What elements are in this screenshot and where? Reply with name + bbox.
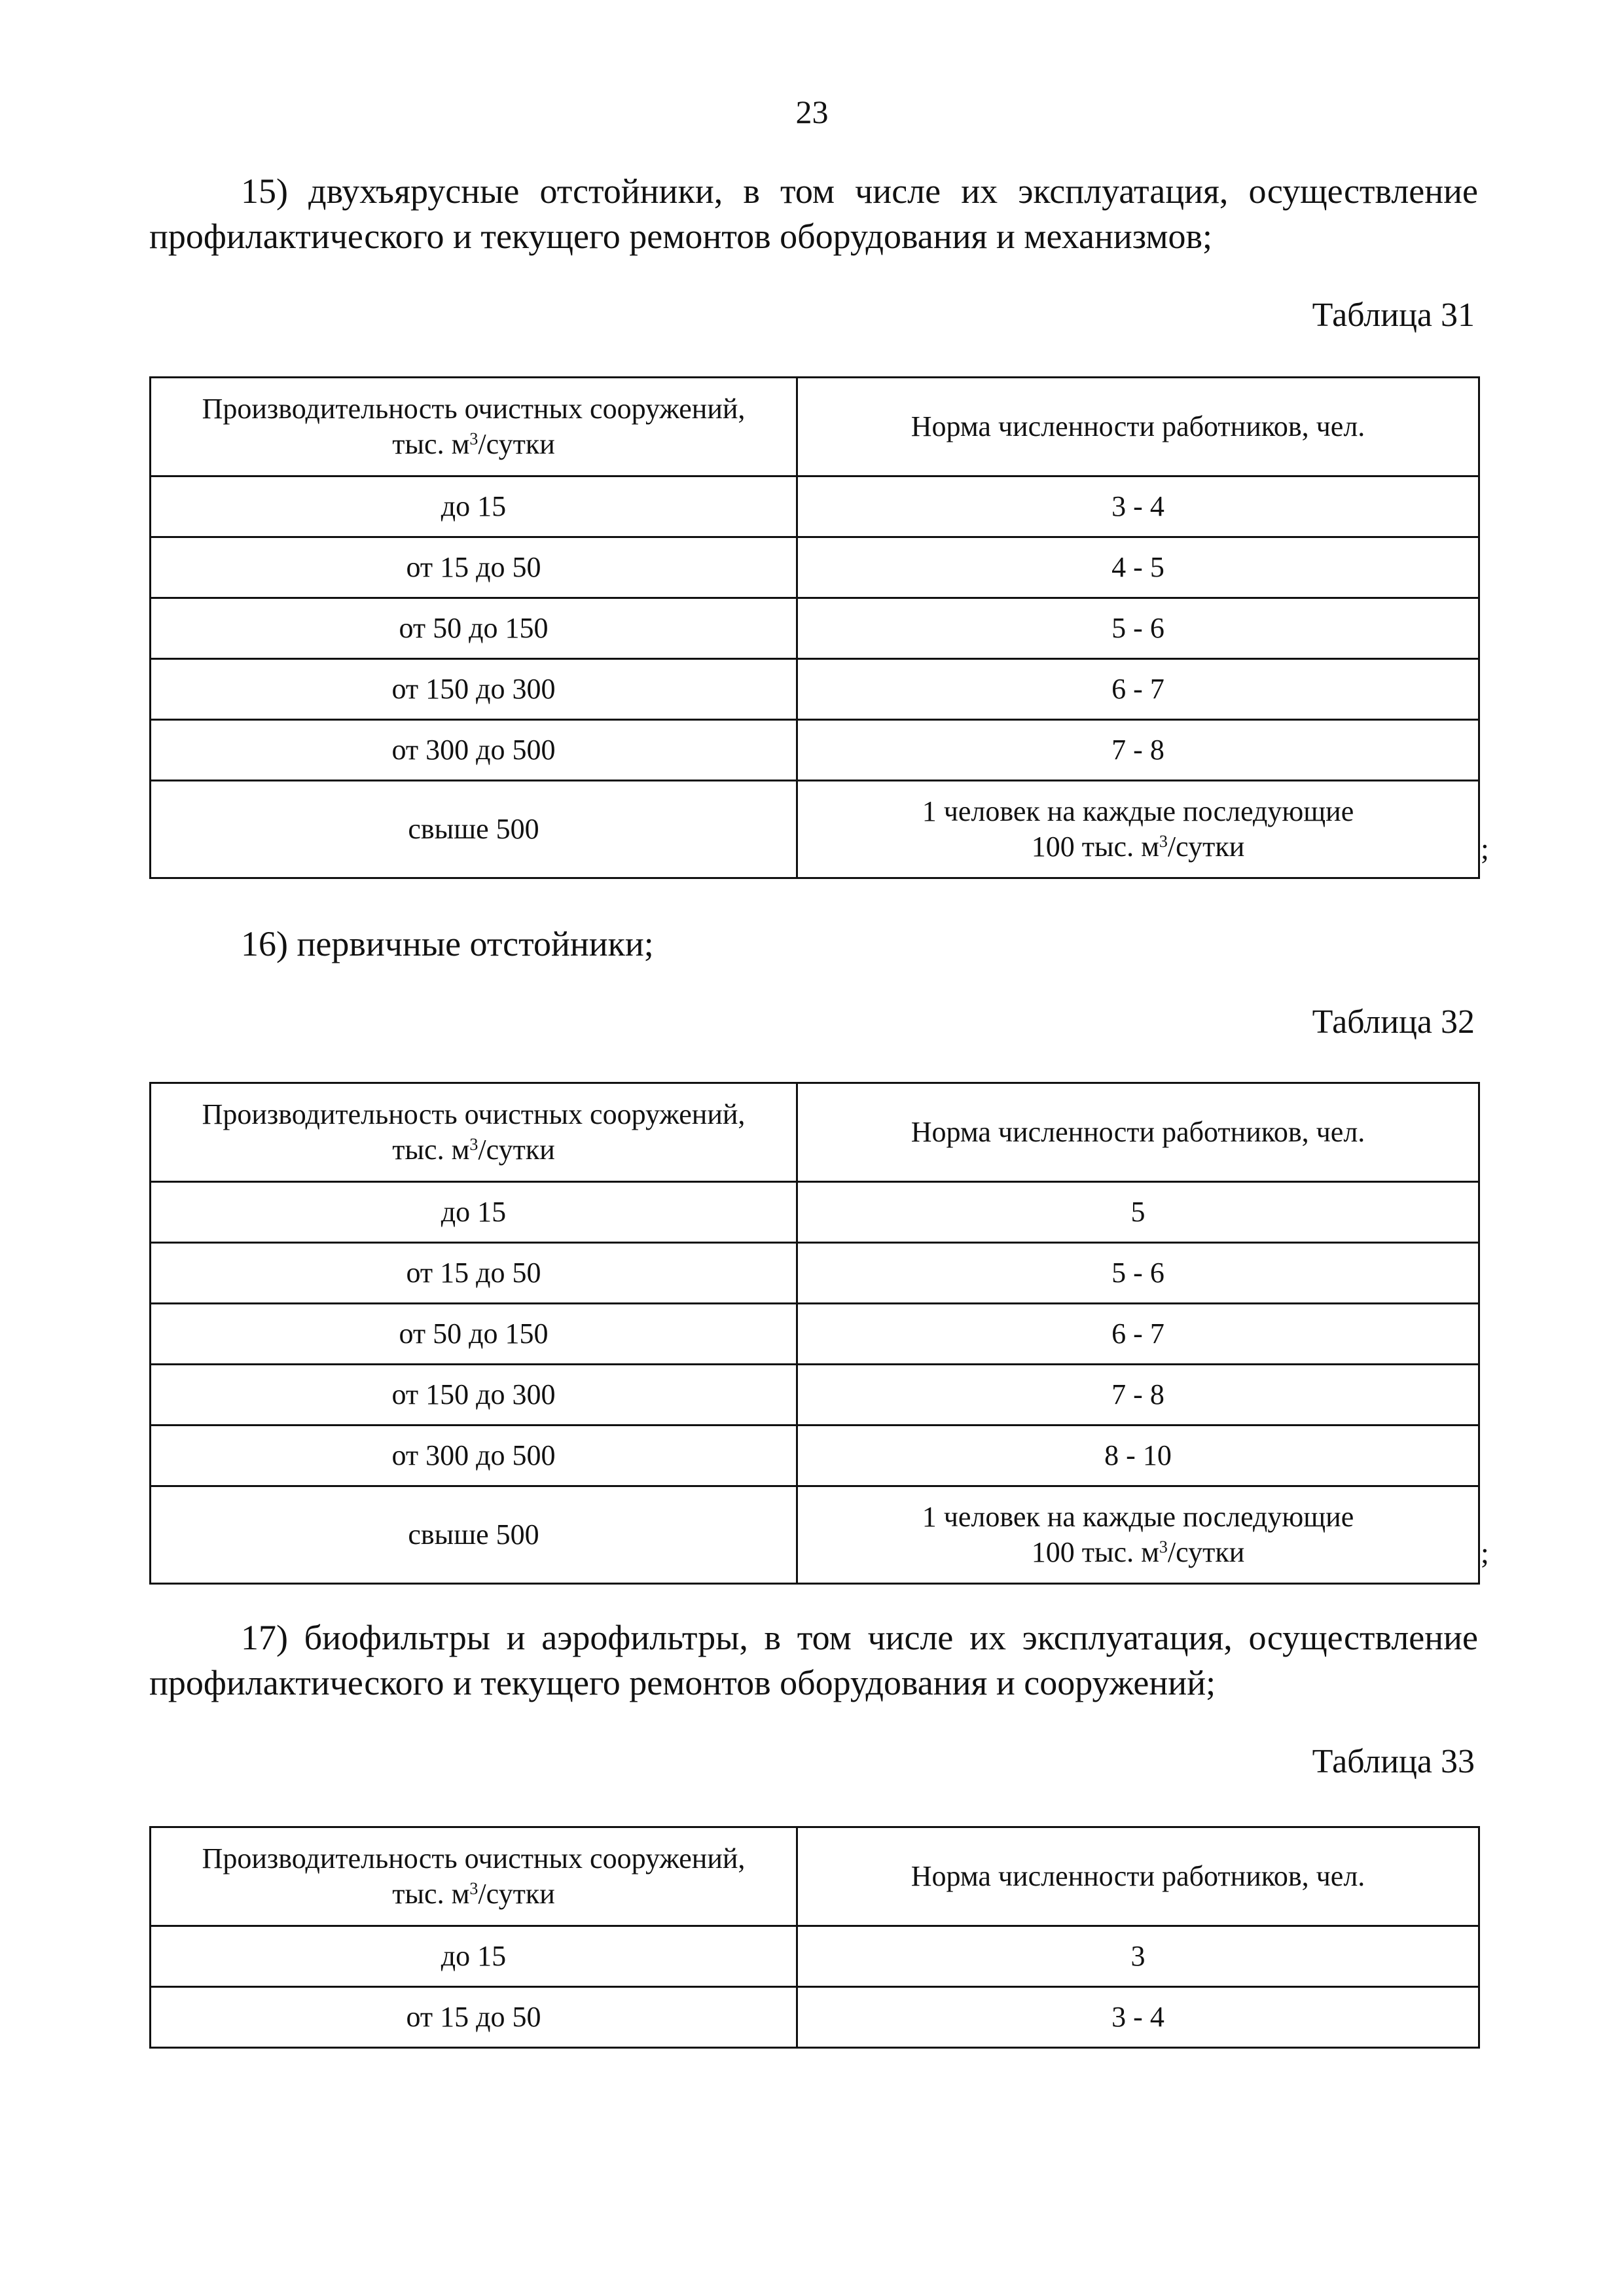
- table-32: [149, 1082, 1480, 1585]
- table-row: от 15 до 50 3 - 4: [151, 1987, 1479, 2048]
- table-row-last: свыше 500 1 человек на каждые последующие 100 тыс. $м^3$/сутки: [151, 1486, 1479, 1584]
- section-15-line2: профилактического и текущего ремонтов оборудования и механизмов;: [149, 217, 1213, 256]
- table-row: до 15 5: [151, 1182, 1479, 1243]
- section-15-text: [149, 169, 1478, 259]
- header-capacity: Производительность очистных сооружений, тыс. $м^3$/сутки: [151, 1083, 797, 1182]
- table-row: от 15 до 50 5 - 6: [151, 1243, 1479, 1304]
- table-row: от 300 до 500 7 - 8: [151, 720, 1479, 781]
- table-31: [149, 376, 1480, 879]
- table-row: от 300 до 500 8 - 10: [151, 1426, 1479, 1486]
- header-norm: Норма численности работников, чел.: [797, 378, 1479, 476]
- table-31-caption: Таблица 31: [1312, 296, 1475, 334]
- table-row: от 15 до 50 4 - 5: [151, 537, 1479, 598]
- table-row: от 50 до 150 5 - 6: [151, 598, 1479, 659]
- table-header-row: [151, 1083, 1479, 1182]
- table-33-caption: Таблица 33: [1312, 1743, 1475, 1780]
- header-capacity: Производительность очистных сооружений, тыс. $м^3$/сутки: [151, 1827, 797, 1926]
- table-31-end-mark: ;: [1481, 832, 1489, 865]
- table-row: от 50 до 150 6 - 7: [151, 1304, 1479, 1365]
- section-17-text: [149, 1615, 1478, 1706]
- section-15-line1: 15) двухъярусные отстойники, в том числе их эксплуатация, осуществление: [241, 171, 1478, 211]
- section-17-line1: 17) биофильтры и аэрофильтры, в том числе их эксплуатация, осуществление: [241, 1618, 1478, 1657]
- section-16-text: [149, 922, 1478, 967]
- table-header-row: [151, 378, 1479, 476]
- section-17-line2: профилактического и текущего ремонтов оборудования и сооружений;: [149, 1663, 1216, 1702]
- table-header-row: [151, 1827, 1479, 1926]
- table-33: [149, 1826, 1480, 2049]
- header-norm: Норма численности работников, чел.: [797, 1827, 1479, 1926]
- table-row-last: свыше 500 1 человек на каждые последующие 100 тыс. $м^3$/сутки: [151, 781, 1479, 878]
- table-row: от 150 до 300 6 - 7: [151, 659, 1479, 720]
- table-row: до 15 3: [151, 1926, 1479, 1987]
- table-row: до 15 3 - 4: [151, 476, 1479, 537]
- table-32-end-mark: ;: [1481, 1536, 1489, 1570]
- table-row: от 150 до 300 7 - 8: [151, 1365, 1479, 1426]
- header-capacity: Производительность очистных сооружений, тыс. $м^3$/сутки: [151, 378, 797, 476]
- page-number: 23: [795, 94, 829, 130]
- header-norm: Норма численности работников, чел.: [797, 1083, 1479, 1182]
- section-16-line1: 16) первичные отстойники;: [241, 924, 654, 963]
- table-32-caption: Таблица 32: [1312, 1003, 1475, 1041]
